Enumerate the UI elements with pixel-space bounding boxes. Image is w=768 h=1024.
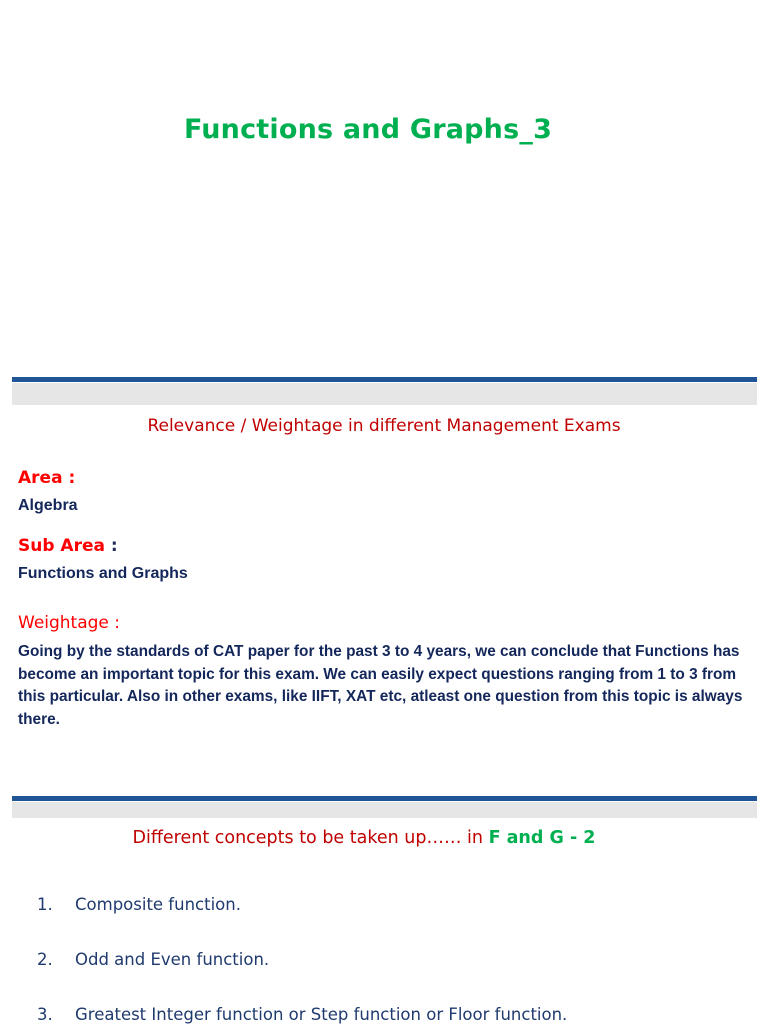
area-label: Area : xyxy=(18,468,76,488)
subarea-label: Sub Area xyxy=(18,536,105,556)
list-item-number: 2. xyxy=(37,950,53,969)
area-value: Algebra xyxy=(18,497,78,514)
list-item-text: Odd and Even function. xyxy=(75,950,270,969)
concepts-heading-highlight: F and G - 2 xyxy=(488,828,596,848)
list-item-text: Greatest Integer function or Step function or Floor function. xyxy=(75,1005,568,1024)
weightage-label: Weightage : xyxy=(18,613,121,633)
list-item-text: Composite function. xyxy=(75,895,241,914)
subarea-label-row xyxy=(18,536,118,556)
top-band xyxy=(12,383,757,405)
weightage-paragraph: Going by the standards of CAT paper for the past 3 to 4 years, we can conclude that Functions has become an important topic for this exam. We can easily expect questions ranging from 1 to 3 from this particular. Also in other exams, like IIFT, XAT etc, atleast one question from this topic is always there. xyxy=(18,643,743,728)
middle-band xyxy=(12,802,757,818)
concepts-heading-prefix: Different concepts to be taken up…… in xyxy=(132,828,489,848)
subarea-value: Functions and Graphs xyxy=(18,565,188,582)
top-rule xyxy=(12,377,757,382)
relevance-subtitle: Relevance / Weightage in different Management Exams xyxy=(147,416,621,436)
concepts-heading xyxy=(0,828,728,848)
list-item-number: 3. xyxy=(37,1005,53,1024)
middle-rule xyxy=(12,796,757,801)
list-item xyxy=(37,895,241,914)
page-title: Functions and Graphs_3 xyxy=(183,114,553,145)
list-item xyxy=(37,950,269,969)
subarea-colon: : xyxy=(110,536,118,556)
list-item xyxy=(37,1005,567,1024)
list-item-number: 1. xyxy=(37,895,53,914)
